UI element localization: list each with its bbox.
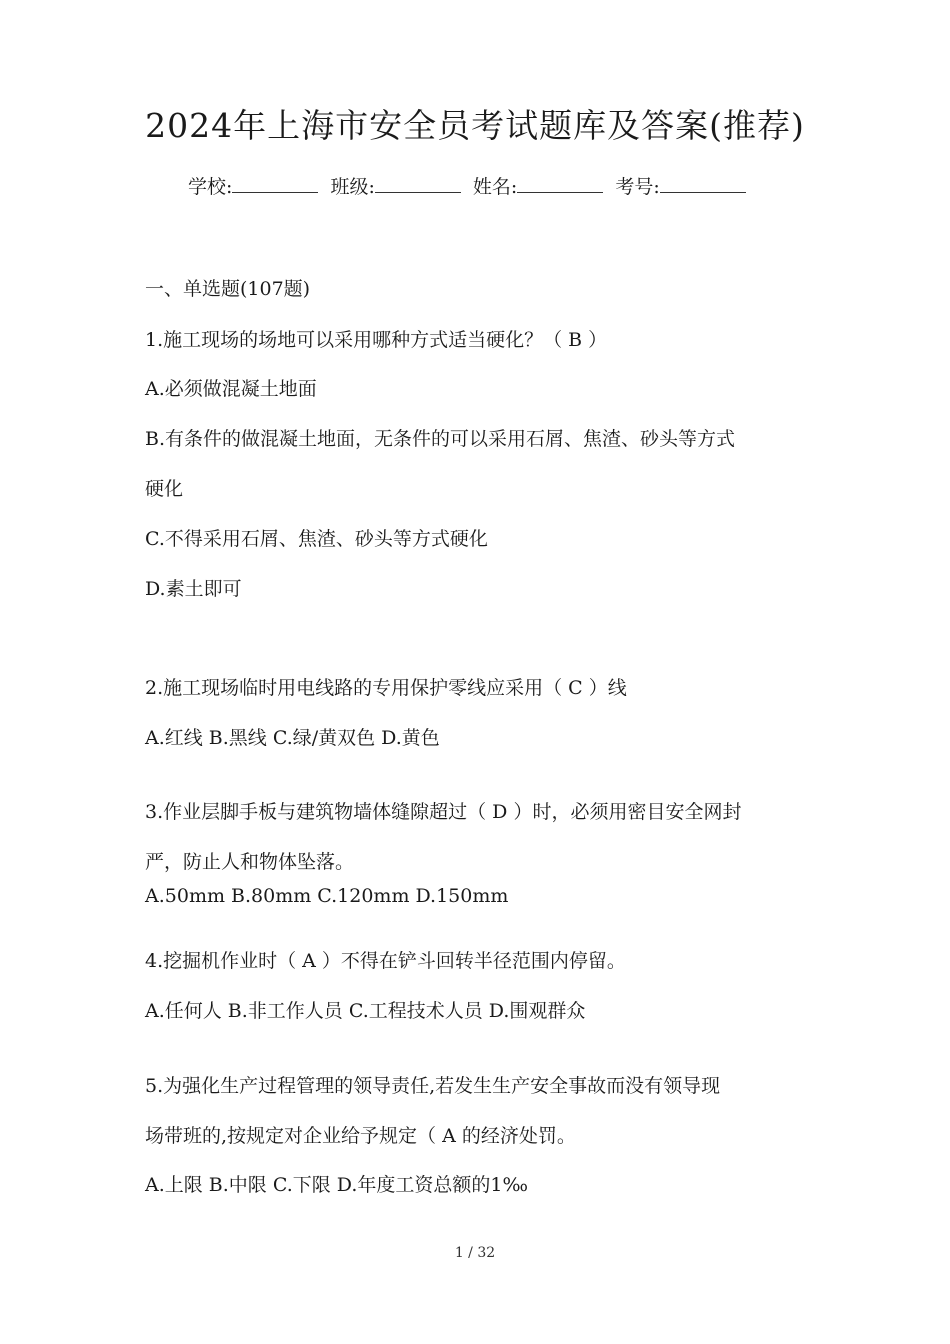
name-blank[interactable] <box>517 174 603 193</box>
question-4-stem: 4.挖掘机作业时（ A ）不得在铲斗回转半径范围内停留。 <box>145 950 626 972</box>
school-field <box>188 172 324 199</box>
question-5-stem: 5.为强化生产过程管理的领导责任,若发生生产安全事故而没有领导现 <box>145 1075 721 1097</box>
question-5-options: A.上限 B.中限 C.下限 D.年度工资总额的1‰ <box>145 1174 528 1196</box>
exam-number-blank[interactable] <box>660 174 746 193</box>
name-label: 姓名: <box>472 176 518 198</box>
question-5-stem-cont: 场带班的,按规定对企业给予规定（ A 的经济处罚。 <box>145 1125 576 1147</box>
name-field <box>473 172 609 199</box>
document-title: 2024年上海市安全员考试题库及答案(推荐) <box>145 106 805 145</box>
question-1-option-b: B.有条件的做混凝土地面，无条件的可以采用石屑、焦渣、砂头等方式 <box>145 428 736 450</box>
question-2-options: A.红线 B.黑线 C.绿/黄双色 D.黄色 <box>145 727 440 749</box>
question-3-stem-cont: 严，防止人和物体坠落。 <box>145 851 355 873</box>
question-3-stem: 3.作业层脚手板与建筑物墙体缝隙超过（ D ）时，必须用密目安全网封 <box>145 801 742 823</box>
school-blank[interactable] <box>232 174 318 193</box>
question-1-option-c: C.不得采用石屑、焦渣、砂头等方式硬化 <box>145 528 488 550</box>
section-heading: 一、单选题(107题) <box>145 278 311 300</box>
question-1-option-b-cont: 硬化 <box>145 478 184 500</box>
class-label: 班级: <box>330 176 375 198</box>
exam-number-field <box>615 172 751 199</box>
question-1-stem: 1.施工现场的场地可以采用哪种方式适当硬化？（ B ） <box>145 329 608 351</box>
school-label: 学校: <box>188 176 233 198</box>
class-field <box>330 172 466 199</box>
question-4-options: A.任何人 B.非工作人员 C.工程技术人员 D.围观群众 <box>145 1000 586 1022</box>
page-number: 1 / 32 <box>454 1245 496 1261</box>
student-info-row <box>188 172 752 199</box>
question-1-option-d: D.素土即可 <box>145 578 242 600</box>
question-3-options: A.50mm B.80mm C.120mm D.150mm <box>145 885 509 907</box>
question-1-option-a: A.必须做混凝土地面 <box>145 378 317 400</box>
question-2-stem: 2.施工现场临时用电线路的专用保护零线应采用（ C ）线 <box>145 677 627 699</box>
class-blank[interactable] <box>375 174 461 193</box>
exam-number-label: 考号: <box>615 176 660 198</box>
